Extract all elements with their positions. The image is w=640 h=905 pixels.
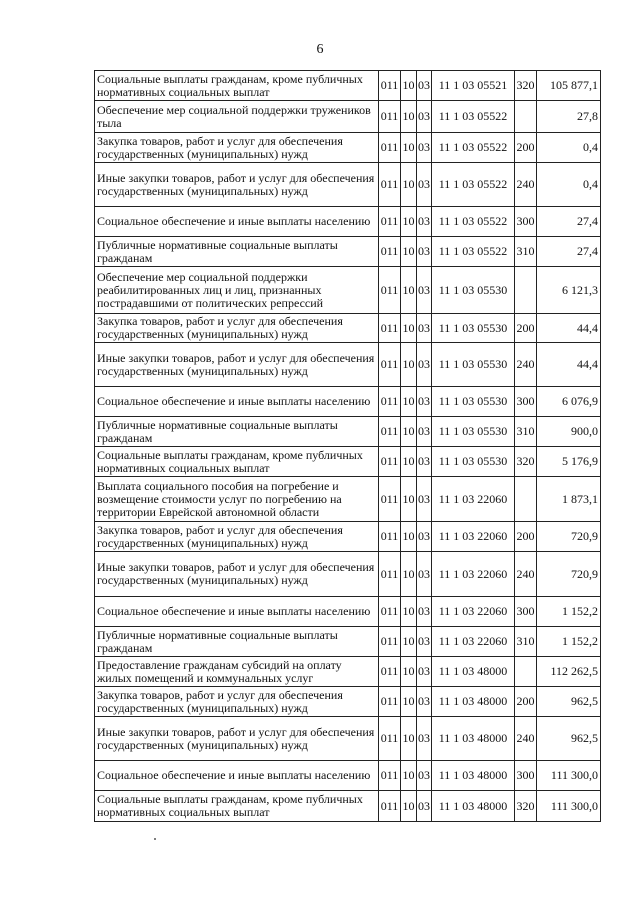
- expense-type-code: [515, 477, 537, 522]
- section-code: 10: [401, 477, 417, 522]
- section-code: 10: [401, 101, 417, 133]
- table-row: [95, 552, 601, 597]
- section-code: 10: [401, 314, 417, 343]
- ministry-code: 011: [379, 237, 401, 267]
- row-name: Публичные нормативные социальные выплаты гражданам: [95, 417, 379, 447]
- row-name: Социальные выплаты гражданам, кроме публичных нормативных социальных выплат: [95, 71, 379, 101]
- target-article-code: 11 1 03 05530: [432, 267, 515, 314]
- amount: 105 877,1: [537, 71, 601, 101]
- row-name: Выплата социального пособия на погребение и возмещение стоимости услуг по погребению на территории Еврейской автономной области: [95, 477, 379, 522]
- expense-type-code: 200: [515, 687, 537, 717]
- target-article-code: 11 1 03 48000: [432, 687, 515, 717]
- section-code: 10: [401, 237, 417, 267]
- row-name: Обеспечение мер социальной поддержки тружеников тыла: [95, 101, 379, 133]
- expense-type-code: 300: [515, 597, 537, 627]
- table-row: [95, 761, 601, 791]
- table-row: [95, 522, 601, 552]
- expense-type-code: 320: [515, 447, 537, 477]
- expense-type-code: [515, 101, 537, 133]
- amount: 962,5: [537, 687, 601, 717]
- table-row: [95, 417, 601, 447]
- amount: 44,4: [537, 343, 601, 387]
- target-article-code: 11 1 03 05522: [432, 207, 515, 237]
- ministry-code: 011: [379, 477, 401, 522]
- expense-type-code: 200: [515, 314, 537, 343]
- section-code: 10: [401, 597, 417, 627]
- section-code: 10: [401, 133, 417, 163]
- row-name: Публичные нормативные социальные выплаты гражданам: [95, 627, 379, 657]
- amount: 1 873,1: [537, 477, 601, 522]
- section-code: 10: [401, 791, 417, 822]
- table-row: [95, 791, 601, 822]
- target-article-code: 11 1 03 05530: [432, 417, 515, 447]
- table-row: [95, 717, 601, 761]
- budget-table: [94, 70, 601, 822]
- target-article-code: 11 1 03 05522: [432, 163, 515, 207]
- section-code: 10: [401, 687, 417, 717]
- row-name: Закупка товаров, работ и услуг для обеспечения государственных (муниципальных) нужд: [95, 314, 379, 343]
- ministry-code: 011: [379, 552, 401, 597]
- expense-type-code: 240: [515, 717, 537, 761]
- amount: 0,4: [537, 163, 601, 207]
- subsection-code: 03: [417, 207, 432, 237]
- expense-type-code: 240: [515, 343, 537, 387]
- subsection-code: 03: [417, 101, 432, 133]
- target-article-code: 11 1 03 22060: [432, 627, 515, 657]
- ministry-code: 011: [379, 343, 401, 387]
- target-article-code: 11 1 03 48000: [432, 791, 515, 822]
- amount: 27,4: [537, 207, 601, 237]
- row-name: Социальное обеспечение и иные выплаты населению: [95, 761, 379, 791]
- subsection-code: 03: [417, 343, 432, 387]
- section-code: 10: [401, 447, 417, 477]
- table-row: [95, 343, 601, 387]
- section-code: 10: [401, 71, 417, 101]
- expense-type-code: 240: [515, 163, 537, 207]
- expense-type-code: 300: [515, 387, 537, 417]
- section-code: 10: [401, 267, 417, 314]
- section-code: 10: [401, 657, 417, 687]
- amount: 111 300,0: [537, 761, 601, 791]
- section-code: 10: [401, 387, 417, 417]
- row-name: Иные закупки товаров, работ и услуг для обеспечения государственных (муниципальных) нужд: [95, 343, 379, 387]
- section-code: 10: [401, 552, 417, 597]
- table-row: [95, 597, 601, 627]
- subsection-code: 03: [417, 791, 432, 822]
- amount: 6 121,3: [537, 267, 601, 314]
- subsection-code: 03: [417, 133, 432, 163]
- row-name: Социальное обеспечение и иные выплаты населению: [95, 387, 379, 417]
- target-article-code: 11 1 03 05522: [432, 101, 515, 133]
- section-code: 10: [401, 207, 417, 237]
- subsection-code: 03: [417, 552, 432, 597]
- section-code: 10: [401, 627, 417, 657]
- subsection-code: 03: [417, 687, 432, 717]
- target-article-code: 11 1 03 05530: [432, 314, 515, 343]
- budget-table-body: [95, 71, 601, 822]
- target-article-code: 11 1 03 05522: [432, 133, 515, 163]
- target-article-code: 11 1 03 48000: [432, 657, 515, 687]
- ministry-code: 011: [379, 447, 401, 477]
- table-row: [95, 237, 601, 267]
- section-code: 10: [401, 761, 417, 791]
- subsection-code: 03: [417, 597, 432, 627]
- table-row: [95, 387, 601, 417]
- target-article-code: 11 1 03 05530: [432, 447, 515, 477]
- ministry-code: 011: [379, 627, 401, 657]
- expense-type-code: 320: [515, 71, 537, 101]
- expense-type-code: 310: [515, 237, 537, 267]
- ministry-code: 011: [379, 387, 401, 417]
- subsection-code: 03: [417, 387, 432, 417]
- expense-type-code: 300: [515, 761, 537, 791]
- ministry-code: 011: [379, 687, 401, 717]
- subsection-code: 03: [417, 761, 432, 791]
- ministry-code: 011: [379, 267, 401, 314]
- subsection-code: 03: [417, 314, 432, 343]
- amount: 0,4: [537, 133, 601, 163]
- section-code: 10: [401, 522, 417, 552]
- amount: 44,4: [537, 314, 601, 343]
- ministry-code: 011: [379, 163, 401, 207]
- ministry-code: 011: [379, 791, 401, 822]
- expense-type-code: [515, 657, 537, 687]
- row-name: Социальные выплаты гражданам, кроме публичных нормативных социальных выплат: [95, 791, 379, 822]
- amount: 720,9: [537, 522, 601, 552]
- table-row: [95, 477, 601, 522]
- row-name: Публичные нормативные социальные выплаты гражданам: [95, 237, 379, 267]
- target-article-code: 11 1 03 22060: [432, 477, 515, 522]
- ministry-code: 011: [379, 314, 401, 343]
- expense-type-code: 300: [515, 207, 537, 237]
- amount: 720,9: [537, 552, 601, 597]
- target-article-code: 11 1 03 05522: [432, 237, 515, 267]
- subsection-code: 03: [417, 717, 432, 761]
- subsection-code: 03: [417, 477, 432, 522]
- expense-type-code: [515, 267, 537, 314]
- ministry-code: 011: [379, 133, 401, 163]
- expense-type-code: 320: [515, 791, 537, 822]
- amount: 27,4: [537, 237, 601, 267]
- table-row: [95, 207, 601, 237]
- expense-type-code: 240: [515, 552, 537, 597]
- ministry-code: 011: [379, 71, 401, 101]
- target-article-code: 11 1 03 22060: [432, 522, 515, 552]
- subsection-code: 03: [417, 627, 432, 657]
- expense-type-code: 310: [515, 627, 537, 657]
- ministry-code: 011: [379, 101, 401, 133]
- row-name: Закупка товаров, работ и услуг для обеспечения государственных (муниципальных) нужд: [95, 522, 379, 552]
- row-name: Социальное обеспечение и иные выплаты населению: [95, 597, 379, 627]
- amount: 5 176,9: [537, 447, 601, 477]
- subsection-code: 03: [417, 447, 432, 477]
- ministry-code: 011: [379, 417, 401, 447]
- ministry-code: 011: [379, 207, 401, 237]
- amount: 962,5: [537, 717, 601, 761]
- table-row: [95, 627, 601, 657]
- subsection-code: 03: [417, 267, 432, 314]
- table-row: [95, 447, 601, 477]
- table-row: [95, 101, 601, 133]
- table-row: [95, 687, 601, 717]
- row-name: Закупка товаров, работ и услуг для обеспечения государственных (муниципальных) нужд: [95, 133, 379, 163]
- amount: 1 152,2: [537, 597, 601, 627]
- target-article-code: 11 1 03 48000: [432, 761, 515, 791]
- ministry-code: 011: [379, 657, 401, 687]
- table-row: [95, 267, 601, 314]
- target-article-code: 11 1 03 48000: [432, 717, 515, 761]
- subsection-code: 03: [417, 522, 432, 552]
- ministry-code: 011: [379, 717, 401, 761]
- subsection-code: 03: [417, 71, 432, 101]
- expense-type-code: 200: [515, 522, 537, 552]
- section-code: 10: [401, 717, 417, 761]
- row-name: Иные закупки товаров, работ и услуг для обеспечения государственных (муниципальных) нужд: [95, 552, 379, 597]
- subsection-code: 03: [417, 657, 432, 687]
- row-name: Иные закупки товаров, работ и услуг для обеспечения государственных (муниципальных) нужд: [95, 163, 379, 207]
- amount: 6 076,9: [537, 387, 601, 417]
- amount: 27,8: [537, 101, 601, 133]
- row-name: Предоставление гражданам субсидий на оплату жилых помещений и коммунальных услуг: [95, 657, 379, 687]
- expense-type-code: 310: [515, 417, 537, 447]
- ministry-code: 011: [379, 761, 401, 791]
- target-article-code: 11 1 03 05530: [432, 343, 515, 387]
- table-row: [95, 314, 601, 343]
- target-article-code: 11 1 03 22060: [432, 552, 515, 597]
- amount: 112 262,5: [537, 657, 601, 687]
- subsection-code: 03: [417, 163, 432, 207]
- section-code: 10: [401, 343, 417, 387]
- table-row: [95, 133, 601, 163]
- target-article-code: 11 1 03 22060: [432, 597, 515, 627]
- subsection-code: 03: [417, 417, 432, 447]
- table-row: [95, 71, 601, 101]
- table-row: [95, 657, 601, 687]
- row-name: Социальное обеспечение и иные выплаты населению: [95, 207, 379, 237]
- row-name: Социальные выплаты гражданам, кроме публичных нормативных социальных выплат: [95, 447, 379, 477]
- row-name: Обеспечение мер социальной поддержки реабилитированных лиц и лиц, признанных пострадавшими от политических репрессий: [95, 267, 379, 314]
- amount: 900,0: [537, 417, 601, 447]
- row-name: Иные закупки товаров, работ и услуг для обеспечения государственных (муниципальных) нужд: [95, 717, 379, 761]
- ministry-code: 011: [379, 522, 401, 552]
- scan-dot: [154, 838, 156, 840]
- table-row: [95, 163, 601, 207]
- section-code: 10: [401, 163, 417, 207]
- expense-type-code: 200: [515, 133, 537, 163]
- amount: 111 300,0: [537, 791, 601, 822]
- target-article-code: 11 1 03 05530: [432, 387, 515, 417]
- page-number: 6: [316, 42, 324, 57]
- subsection-code: 03: [417, 237, 432, 267]
- amount: 1 152,2: [537, 627, 601, 657]
- target-article-code: 11 1 03 05521: [432, 71, 515, 101]
- ministry-code: 011: [379, 597, 401, 627]
- section-code: 10: [401, 417, 417, 447]
- row-name: Закупка товаров, работ и услуг для обеспечения государственных (муниципальных) нужд: [95, 687, 379, 717]
